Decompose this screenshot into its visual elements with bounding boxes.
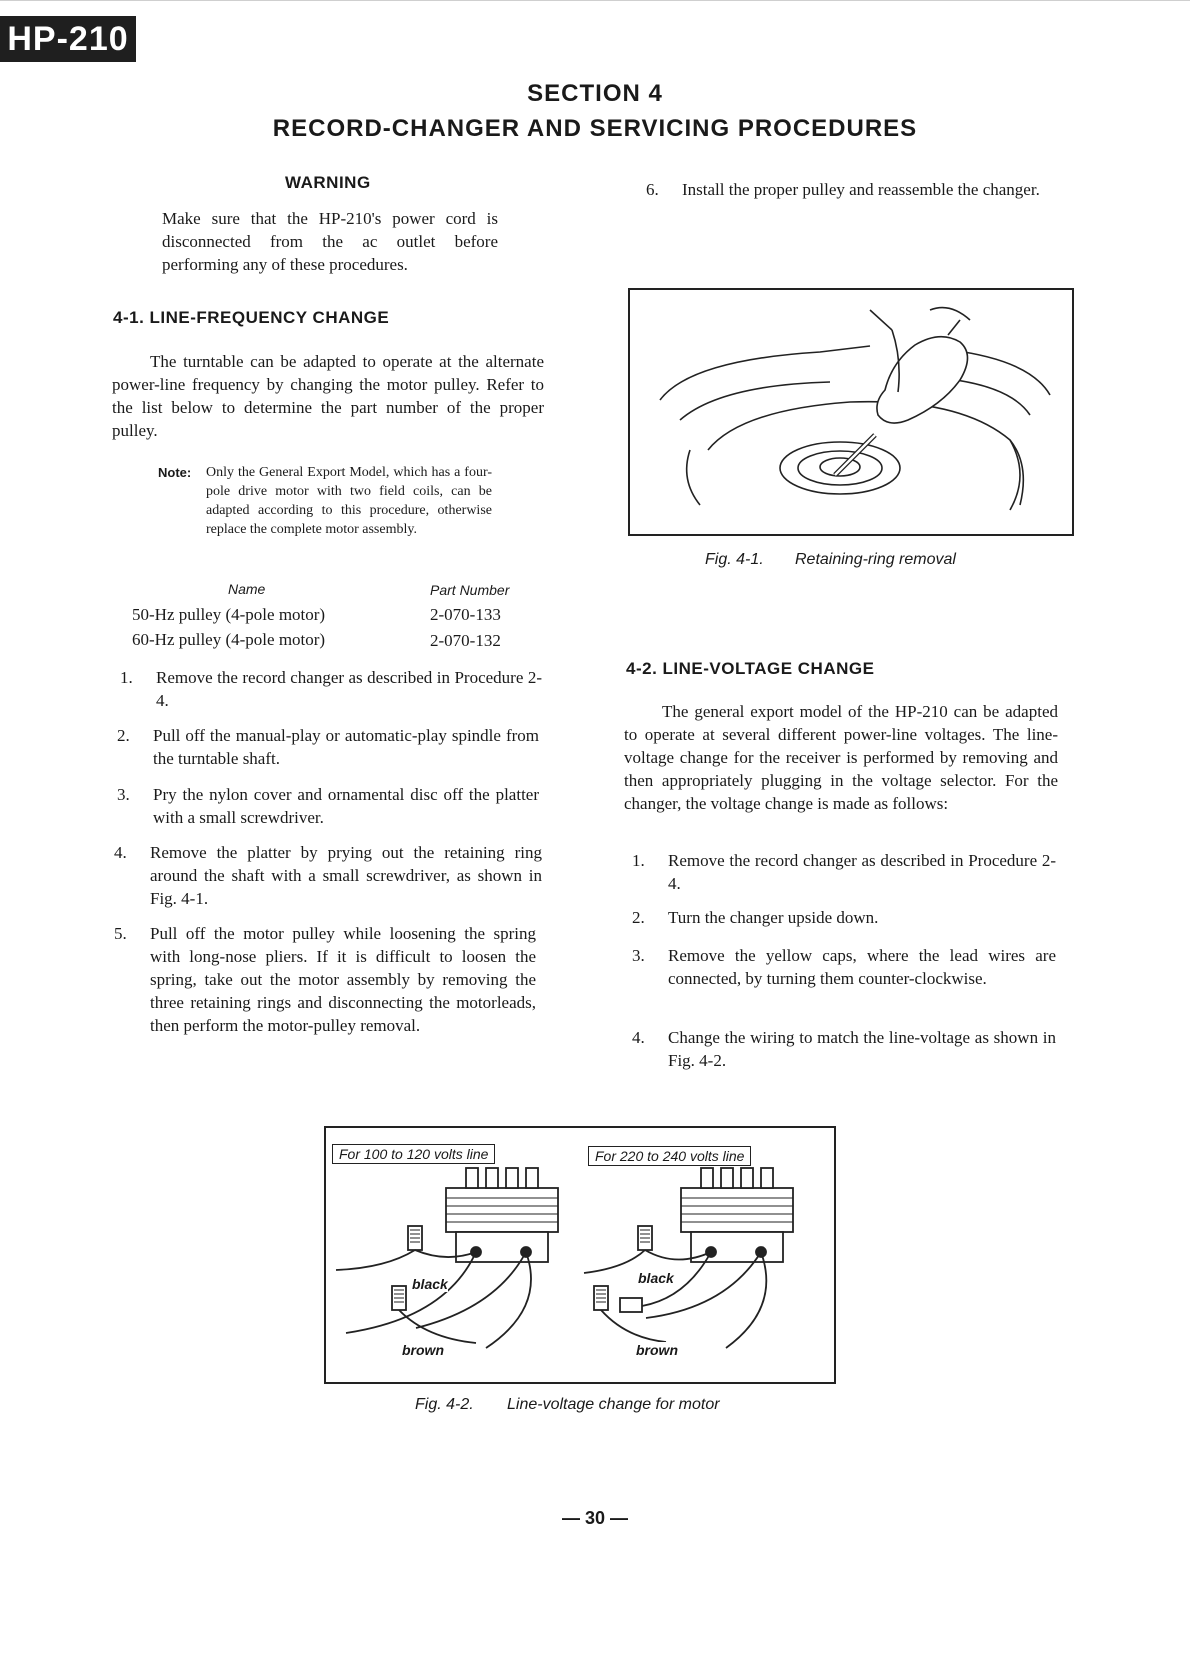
step-4-2-2: [632, 906, 1058, 930]
section-4-1-intro: The turntable can be adapted to operate at the alternate power-line frequency by changing the motor pulley. Refer to the list below to determine the part number of the proper pulley.: [112, 352, 544, 440]
step-text: Pry the nylon cover and ornamental disc off the platter with a small screwdriver.: [153, 785, 539, 827]
step-number: 3.: [632, 946, 645, 965]
table-row-2-part: 2-070-132: [430, 631, 501, 650]
fig-4-1-caption-text: Retaining-ring removal: [795, 551, 956, 568]
section-4-2-intro: The general export model of the HP-210 can be adapted to operate at several different power-line voltages. The line-voltage change for the receiver is performed by removing and then appropriately plugging in the voltage selector. For the changer, the voltage change is made as follows:: [624, 702, 1058, 813]
step-number: 3.: [117, 785, 130, 804]
step-number: 1.: [120, 668, 133, 687]
left-brown-label: brown: [402, 1342, 444, 1358]
model-badge: HP-210: [0, 16, 136, 62]
step-number: 1.: [632, 851, 645, 870]
table-header-name: Name: [228, 581, 266, 597]
left-wiring-label: For 100 to 120 volts line: [332, 1144, 495, 1164]
step-4-1-4: [114, 841, 544, 913]
step-4-2-3: [632, 944, 1058, 1016]
page-number: — 30 —: [561, 1508, 629, 1528]
right-brown-label: brown: [636, 1342, 678, 1358]
retaining-ring-illustration: [630, 290, 1072, 534]
step-4-2-4: [632, 1026, 1058, 1074]
note-text: Only the General Export Model, which has a four-pole drive motor with two field coils, can be adapted according to this procedure, otherwise replace the complete motor assembly.: [206, 465, 492, 537]
note-label: Note:: [158, 465, 192, 480]
top-border-line: [0, 0, 1190, 1]
step-text: Remove the record changer as described in Procedure 2-4.: [156, 668, 542, 710]
section-4-1-heading: 4-1. LINE-FREQUENCY CHANGE: [113, 308, 390, 327]
step-text: Remove the yellow caps, where the lead wires are connected, by turning them counter-clockwise.: [668, 946, 1056, 988]
table-row-1-part: 2-070-133: [430, 605, 501, 624]
step-text: Remove the platter by prying out the retaining ring around the shaft with a small screwdriver, as shown in Fig. 4-1.: [150, 843, 542, 908]
step-number: 4.: [114, 843, 127, 862]
step-4-1-1: [120, 666, 544, 714]
table-header-part: Part Number: [430, 582, 510, 598]
step-4-2-1: [632, 849, 1058, 897]
step-4-1-2: [117, 724, 544, 772]
right-wiring-label: For 220 to 240 volts line: [588, 1146, 751, 1166]
fig-4-2-caption-num: Fig. 4-2.: [415, 1396, 474, 1413]
step-text: Remove the record changer as described in Procedure 2-4.: [668, 851, 1056, 893]
left-black-label: black: [412, 1276, 448, 1292]
step-text: Install the proper pulley and reassemble the changer.: [682, 180, 1040, 199]
step-number: 6.: [646, 180, 659, 199]
table-row-1-name: 50-Hz pulley (4-pole motor): [132, 605, 326, 624]
step-4-1-3: [117, 783, 544, 831]
warning-title: WARNING: [285, 173, 371, 192]
right-black-label: black: [638, 1270, 674, 1286]
figure-4-1: [628, 288, 1074, 536]
step-text: Change the wiring to match the line-voltage as shown in Fig. 4-2.: [668, 1028, 1056, 1070]
section-4-2-heading: 4-2. LINE-VOLTAGE CHANGE: [626, 659, 875, 678]
step-number: 2.: [117, 726, 130, 745]
fig-4-2-caption-text: Line-voltage change for motor: [507, 1396, 720, 1413]
step-number: 2.: [632, 908, 645, 927]
step-text: Pull off the manual-play or automatic-play spindle from the turntable shaft.: [153, 726, 539, 768]
step-number: 5.: [114, 924, 127, 943]
section-title: RECORD-CHANGER AND SERVICING PROCEDURES: [272, 115, 918, 142]
step-number: 4.: [632, 1028, 645, 1047]
fig-4-1-caption-num: Fig. 4-1.: [705, 551, 764, 568]
table-row-2-name: 60-Hz pulley (4-pole motor): [132, 630, 326, 649]
step-text: Turn the changer upside down.: [668, 908, 879, 927]
step-4-1-5: [114, 922, 544, 1062]
figure-4-2: [324, 1126, 836, 1384]
warning-text: Make sure that the HP-210's power cord is disconnected from the ac outlet before performing any of these procedures.: [162, 209, 498, 274]
step-text: Pull off the motor pulley while loosening the spring with long-nose pliers. If it is difficult to loosen the spring, take out the motor assembly by removing the three retaining rings and disconnecting the motorleads, then perform the motor-pulley removal.: [150, 924, 536, 1035]
step-4-1-6: [646, 178, 1068, 226]
section-number: SECTION 4: [527, 80, 663, 107]
